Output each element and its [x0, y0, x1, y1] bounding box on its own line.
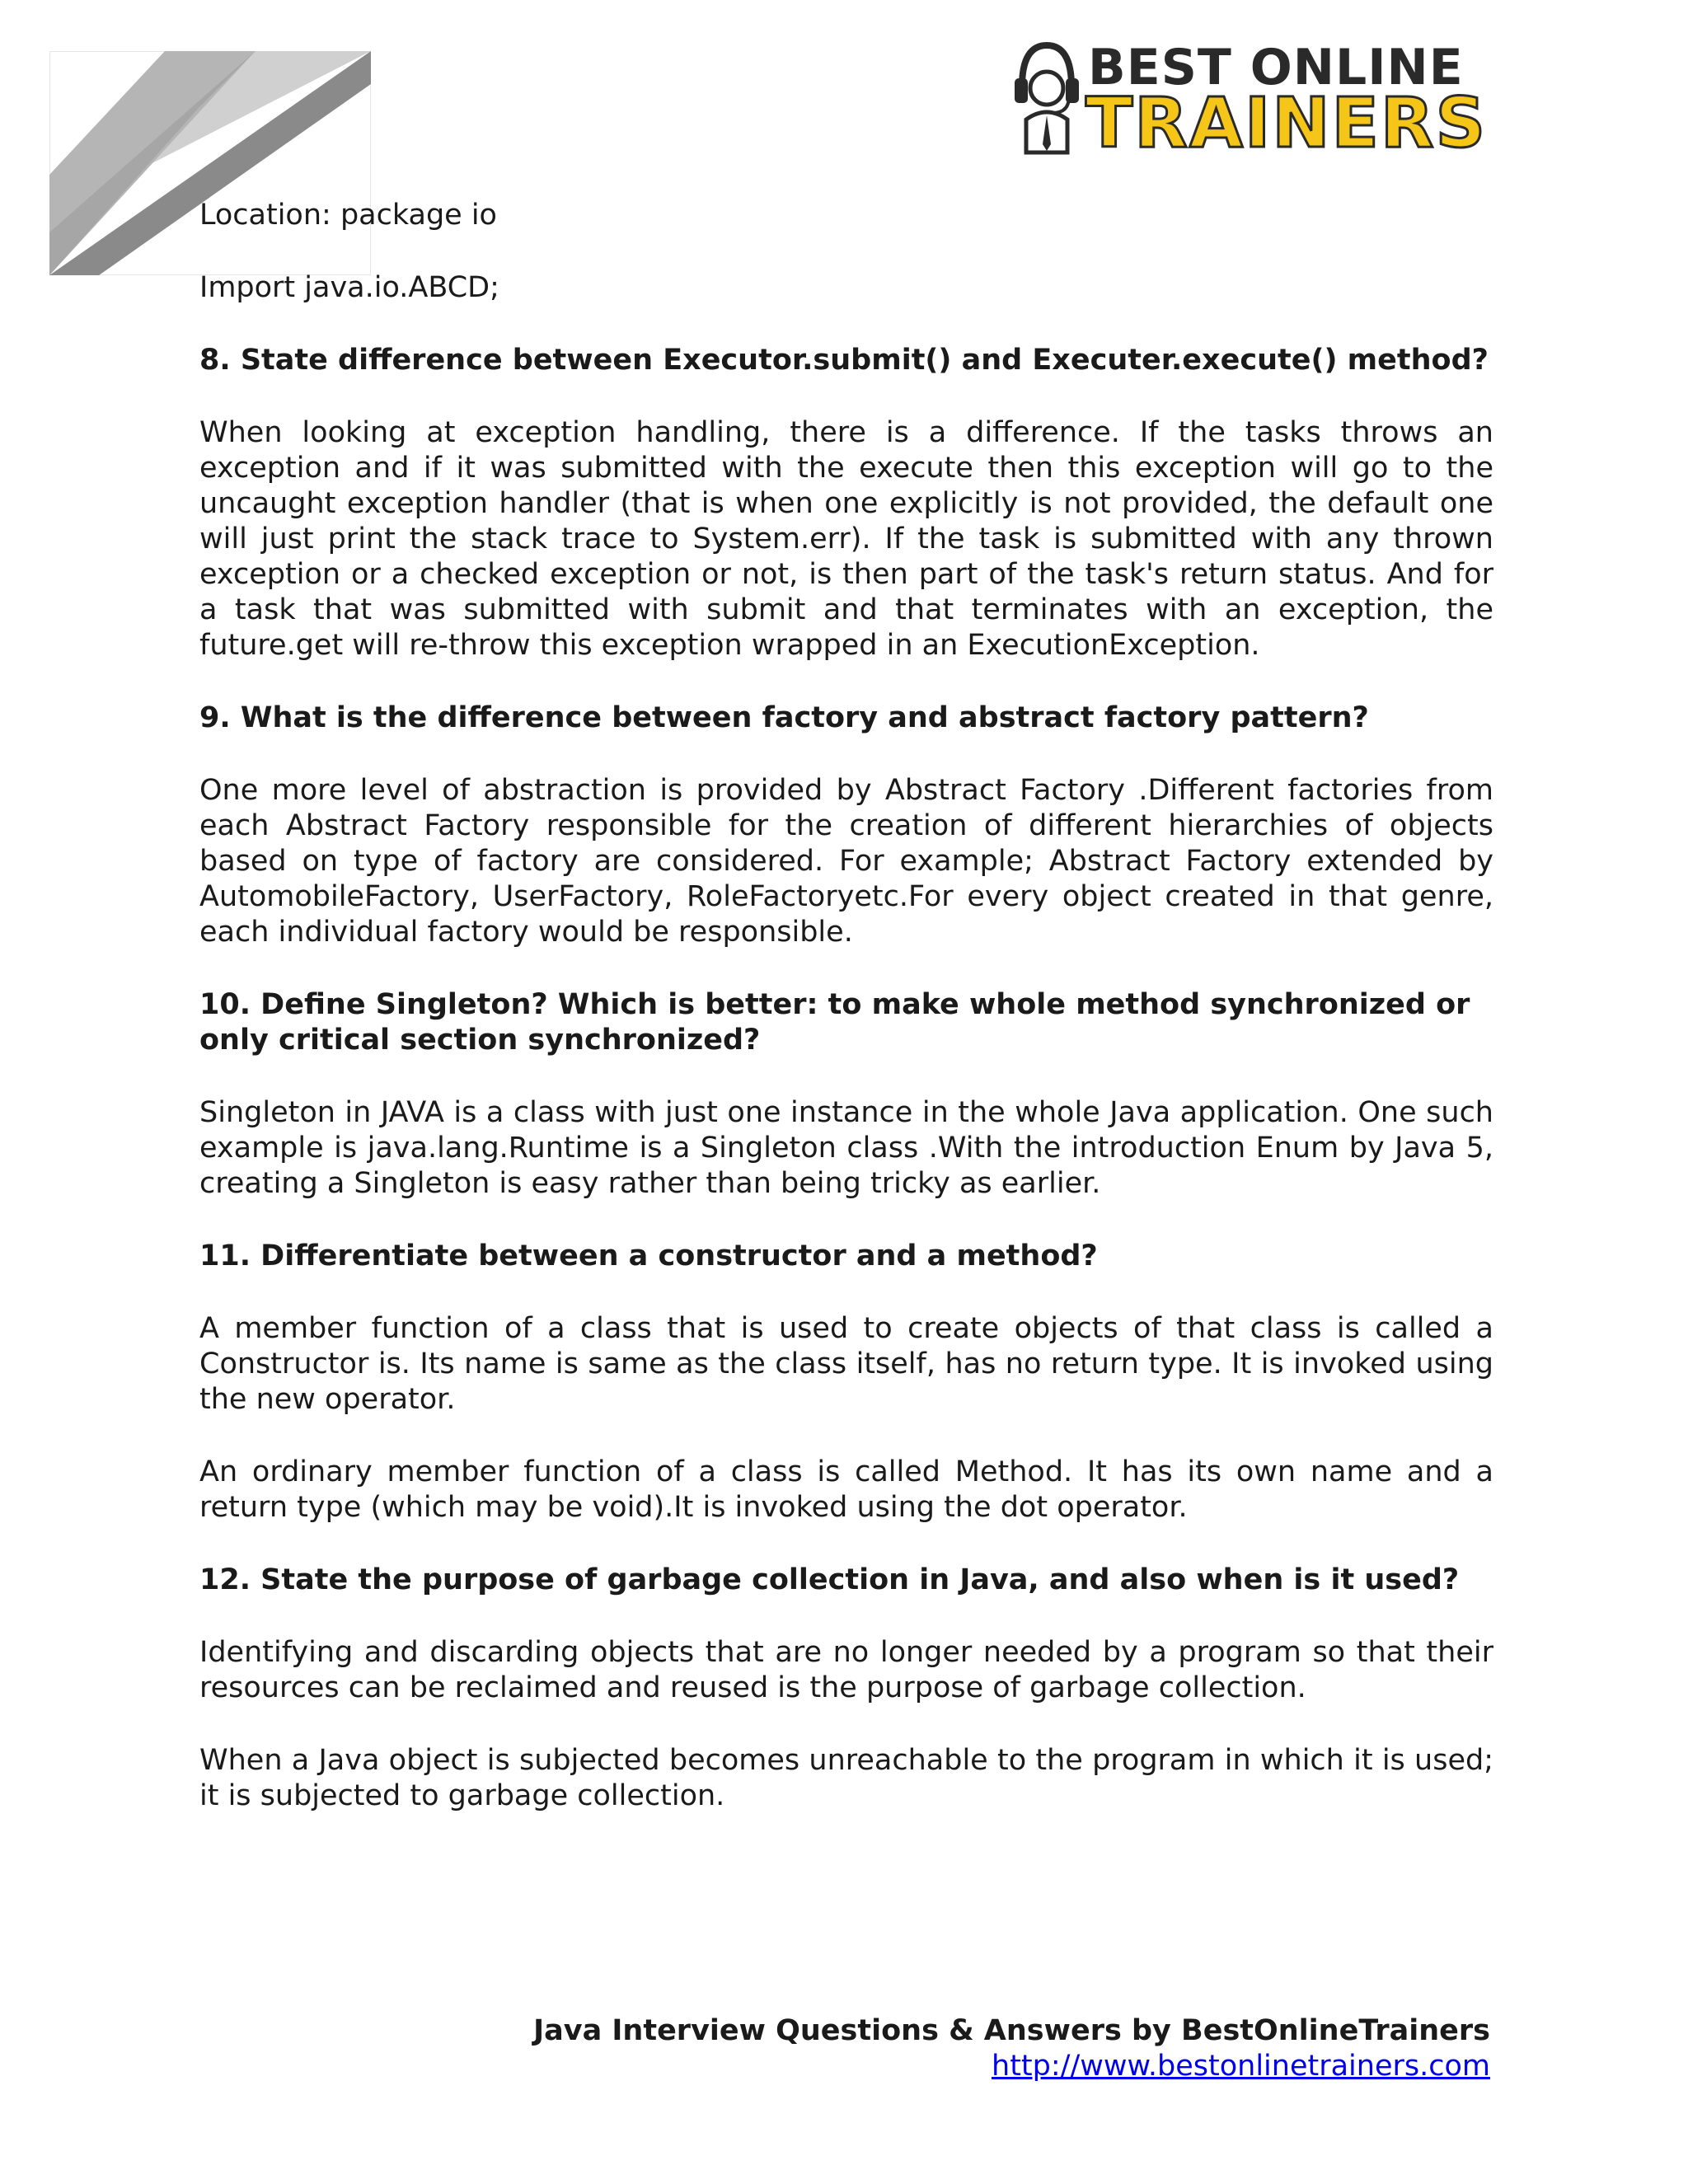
footer-title: Java Interview Questions & Answers by BestOnlineTrainers — [533, 2014, 1490, 2047]
question-9-answer: One more level of abstraction is provided by Abstract Factory .Different factories from each Abstract Factory responsible for the creation of different hierarchies of objects based on type of factory are considered. For example; Abstract Factory extended by AutomobileFactory, UserFactory, RoleFactoryetc.For every object created in that genre, each individual factory would be responsible. — [199, 774, 1493, 949]
question-12-answer-2: When a Java object is subjected becomes unreachable to the program in which it is used; it is subjected to garbage collection. — [199, 1744, 1493, 1812]
question-10-heading: 10. Define Singleton? Which is better: to make whole method synchronized or only critical section synchronized? — [199, 988, 1470, 1057]
question-11-answer-1: A member function of a class that is used to create objects of that class is called a Constructor is. Its name is same as the class itself, has no return type. It is invoked using the new operator. — [199, 1312, 1493, 1416]
question-11-answer-2: An ordinary member function of a class is called Method. It has its own name and a return type (which may be void).It is invoked using the dot operator. — [199, 1455, 1493, 1524]
question-12-answer-1: Identifying and discarding objects that are no longer needed by a program so that their resources can be reclaimed and reused is the purpose of garbage collection. — [199, 1636, 1493, 1704]
import-line: Import java.io.ABCD; — [199, 271, 499, 304]
question-8-answer: When looking at exception handling, there is a difference. If the tasks throws an exception and if it was submitted with the execute then this exception will go to the uncaught exception handler (that is when one explicitly is not provided, the default one will just print the stack trace to System.err). If the task is submitted with any thrown exception or a checked exception or not, is then part of the task's return status. And for a task that was submitted with submit and that terminates with an exception, the future.get will re-throw this exception wrapped in an ExecutionException. — [199, 416, 1493, 662]
brand-logo — [1010, 37, 1508, 169]
page-footer — [533, 2013, 1490, 2084]
question-11-heading: 11. Differentiate between a constructor and a method? — [199, 1240, 1098, 1272]
logo-text-trainers: TRAINERS — [1085, 82, 1488, 163]
question-9-heading: 9. What is the difference between factory and abstract factory pattern? — [199, 701, 1369, 734]
question-10-answer: Singleton in JAVA is a class with just one instance in the whole Java application. One such example is java.lang.Runtime is a Singleton class .With the introduction Enum by Java 5, creating a Singleton is easy rather than being tricky as earlier. — [199, 1096, 1493, 1200]
website-link[interactable]: http://www.bestonlinetrainers.com — [992, 2050, 1490, 2083]
location-line: Location: package io — [199, 199, 497, 232]
question-8-heading: 8. State difference between Executor.submit() and Executer.execute() method? — [199, 344, 1489, 377]
document-body — [199, 198, 1493, 1814]
headset-mascot-icon — [1010, 37, 1084, 161]
question-12-heading: 12. State the purpose of garbage collection in Java, and also when is it used? — [199, 1563, 1460, 1596]
logo-text-best-online: BEST ONLINE — [1088, 39, 1464, 96]
